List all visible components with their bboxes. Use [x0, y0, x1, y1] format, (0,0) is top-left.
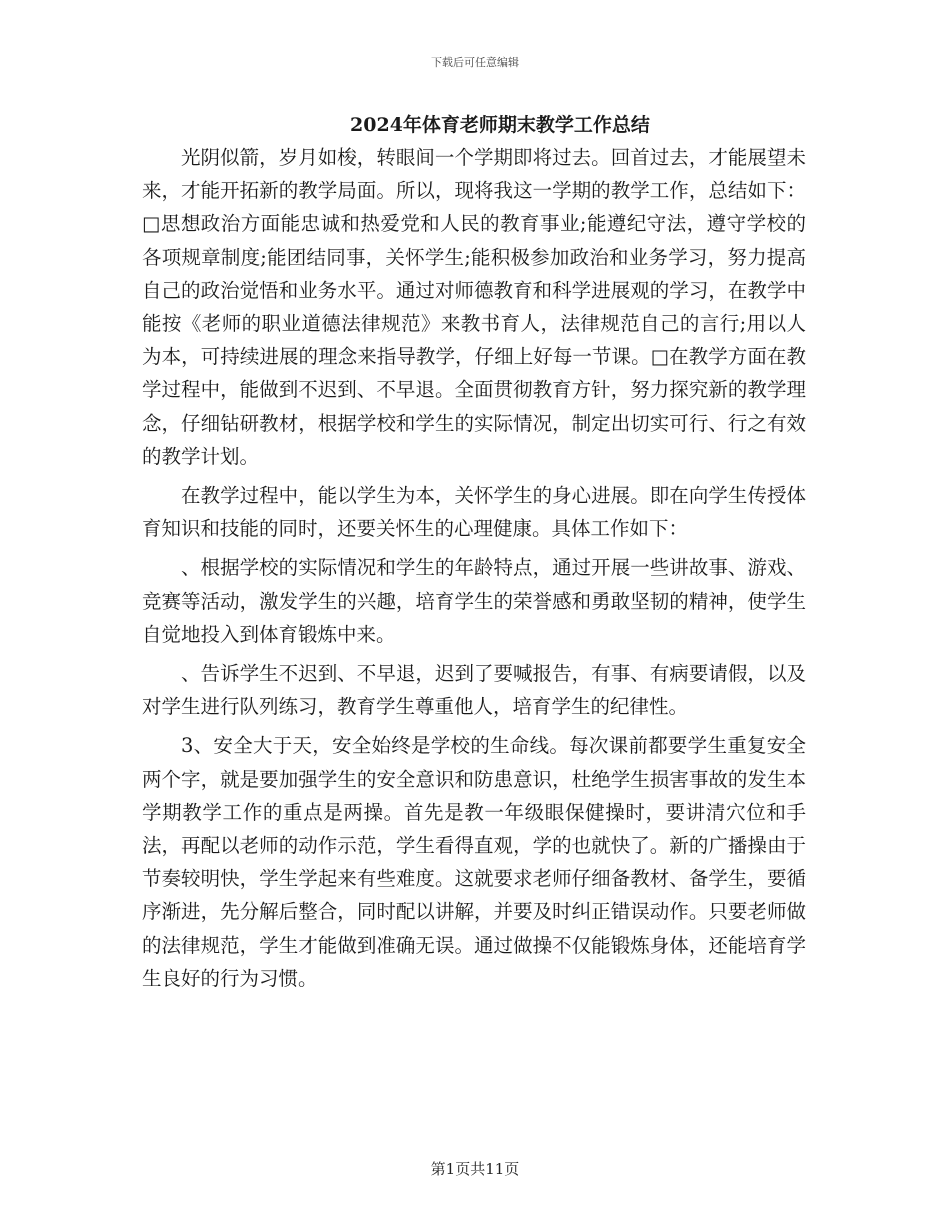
paragraph-item-1: 、根据学校的实际情况和学生的年龄特点，通过开展一些讲故事、游戏、竞赛等活动，激发学生的兴趣，培育学生的荣誉感和勇敢坚韧的精神，使学生自觉地投入到体育锻炼中来。	[142, 556, 806, 646]
paragraph-item-3: 3、安全大于天，安全始终是学校的生命线。每次课前都要学生重复安全两个字，就是要加强学生的安全意识和防患意识，杜绝学生损害事故的发生本学期教学工作的重点是两操。首先是教一年级眼保健操时，要讲清穴位和手法，再配以老师的动作示范，学生看得直观，学的也就快了。新的广播操由于节奏较明快，学生学起来有些难度。这就要求老师仔细备教材、备学生，要循序渐进，先分解后整合，同时配以讲解，并要及时纠正错误动作。只要老师做的法律规范，学生才能做到准确无误。通过做操不仅能锻炼身体，还能培育学生良好的行为习惯。	[142, 734, 806, 990]
page-number-footer: 第1页共11页	[430, 1160, 520, 1178]
paragraph-teaching-process: 在教学过程中，能以学生为本，关怀学生的身心进展。即在向学生传授体育知识和技能的同时，还要关怀生的心理健康。具体工作如下：	[142, 484, 806, 541]
document-body	[142, 141, 806, 995]
paragraph-item-2: 、告诉学生不迟到、不早退，迟到了要喊报告，有事、有病要请假，以及对学生进行队列练习，教育学生尊重他人，培育学生的纪律性。	[142, 662, 806, 719]
document-title: 2024年体育老师期末教学工作总结	[350, 114, 650, 136]
paragraph-intro: 光阴似箭，岁月如梭，转眼间一个学期即将过去。回首过去，才能展望未来，才能开拓新的教学局面。所以，现将我这一学期的教学工作，总结如下：□思想政治方面能忠诚和热爱党和人民的教育事业;能遵纪守法，遵守学校的各项规章制度;能团结同事，关怀学生;能积极参加政治和业务学习，努力提高自己的政治觉悟和业务水平。通过对师德教育和科学进展观的学习，在教学中能按《老师的职业道德法律规范》来教书育人，法律规范自己的言行;用以人为本，可持续进展的理念来指导教学，仔细上好每一节课。□在教学方面在教学过程中，能做到不迟到、不早退。全面贯彻教育方针，努力探究新的教学理念，仔细钻研教材，根据学校和学生的实际情况，制定出切实可行、行之有效的教学计划。	[142, 146, 806, 468]
header-note: 下载后可任意编辑	[431, 56, 519, 69]
